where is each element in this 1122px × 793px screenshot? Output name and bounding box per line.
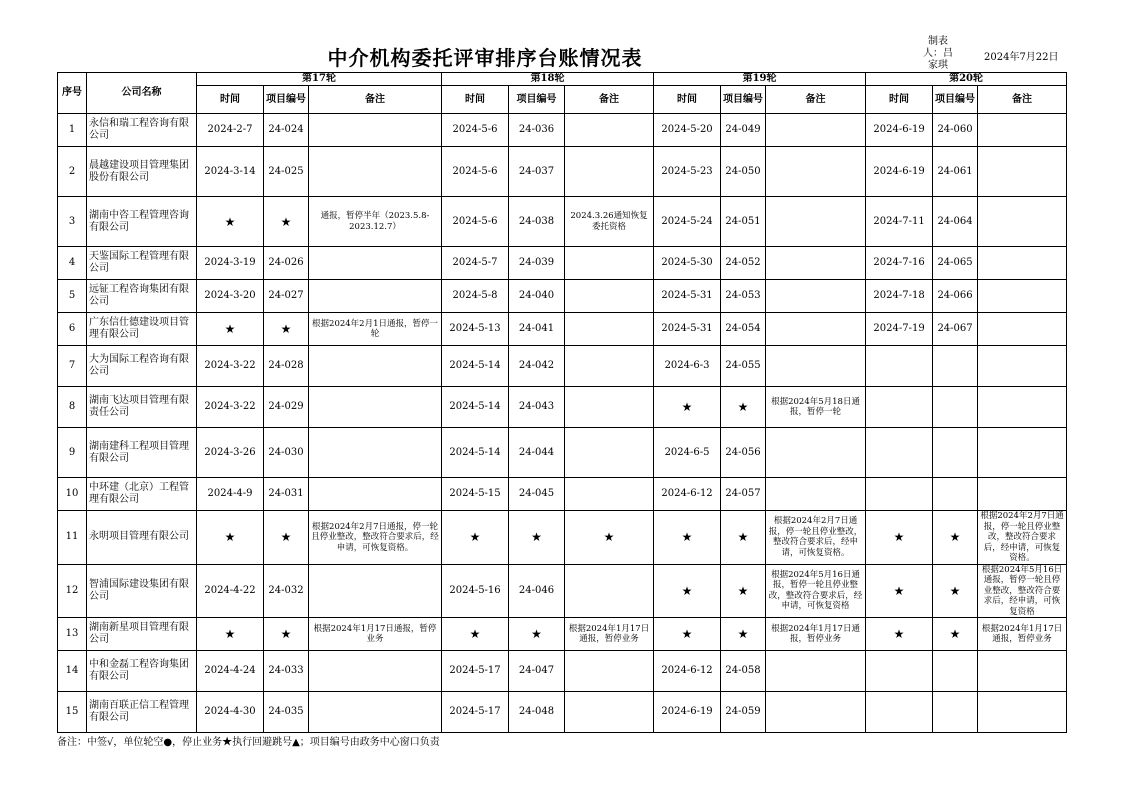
r19-project-no-cell: 24-052	[721, 247, 766, 280]
r20-remark-cell	[978, 478, 1067, 511]
r20-time-cell: 2024-6-19	[866, 147, 933, 197]
r18-project-no-cell: 24-042	[509, 346, 565, 387]
r19-remark-cell: 根据2024年5月16日通报，暂停一轮且停业整改，整改符合要求后，经申请，可恢复资格	[766, 564, 866, 618]
r18-remark-cell	[565, 564, 654, 618]
r19-time-cell: ★	[654, 511, 721, 565]
r18-project-no-cell: 24-038	[509, 197, 565, 247]
r18-project-no-cell: 24-039	[509, 247, 565, 280]
company-name-cell: 天鉴国际工程管理有限公司	[87, 247, 197, 280]
r18-remark-cell	[565, 313, 654, 346]
r18-project-no-cell: 24-046	[509, 564, 565, 618]
r20-remark-cell	[978, 147, 1067, 197]
row-seq-cell: 14	[58, 651, 87, 692]
r17-remark-cell	[309, 564, 442, 618]
r18-time-cell: 2024-5-14	[442, 387, 509, 428]
r20-project-no-cell	[933, 428, 978, 478]
r17-project-no-cell: ★	[264, 511, 309, 565]
r19-project-no-cell: ★	[721, 618, 766, 651]
company-name-cell: 永明项目管理有限公司	[87, 511, 197, 565]
r20-remark-cell	[978, 247, 1067, 280]
company-name-cell: 广东信仕德建设项目管理有限公司	[87, 313, 197, 346]
r18-project-no-cell: 24-043	[509, 387, 565, 428]
r20-remark-cell: 根据2024年2月7日通报，停一轮且停业整改，整改符合要求后，经申请，可恢复资格。	[978, 511, 1067, 565]
r19-time-cell: 2024-6-12	[654, 478, 721, 511]
r17-remark-cell	[309, 280, 442, 313]
r18-project-no-cell: 24-044	[509, 428, 565, 478]
r19-time-cell: ★	[654, 387, 721, 428]
row-seq-cell: 13	[58, 618, 87, 651]
r20-project-no-cell: ★	[933, 564, 978, 618]
r19-remark-cell	[766, 346, 866, 387]
r17-project-no-cell: 24-032	[264, 564, 309, 618]
r20-project-no-cell: ★	[933, 618, 978, 651]
r20-time-cell: ★	[866, 564, 933, 618]
r18-remark-cell	[565, 147, 654, 197]
r18-project-no-cell: 24-040	[509, 280, 565, 313]
r18-project-no-cell: ★	[509, 618, 565, 651]
ledger-body	[58, 114, 1067, 733]
r18-time-cell: ★	[442, 511, 509, 565]
table-row	[58, 651, 1067, 692]
table-row	[58, 692, 1067, 733]
r18-time-cell: 2024-5-6	[442, 114, 509, 147]
r19-remark-cell	[766, 478, 866, 511]
r20-time-cell: 2024-7-16	[866, 247, 933, 280]
r18-project-no-cell: 24-047	[509, 651, 565, 692]
r17-project-no-cell: 24-026	[264, 247, 309, 280]
company-name-cell: 湖南飞达项目管理有限责任公司	[87, 387, 197, 428]
r20-time-cell: 2024-7-11	[866, 197, 933, 247]
r17-time-cell: 2024-4-30	[197, 692, 264, 733]
row-seq-cell: 6	[58, 313, 87, 346]
r18-remark-cell	[565, 387, 654, 428]
r20-time-cell: 2024-7-18	[866, 280, 933, 313]
r20-time-cell: 2024-6-19	[866, 114, 933, 147]
r19-remark-cell	[766, 280, 866, 313]
round-17-header: 第17轮	[197, 73, 442, 86]
table-row	[58, 428, 1067, 478]
r19-time-cell: 2024-5-24	[654, 197, 721, 247]
r19-remark-cell	[766, 692, 866, 733]
r19-project-no-cell: 24-050	[721, 147, 766, 197]
row-seq-cell: 15	[58, 692, 87, 733]
r19-project-no-cell: 24-049	[721, 114, 766, 147]
company-name-cell: 晨越建设项目管理集团股份有限公司	[87, 147, 197, 197]
row-seq-cell: 5	[58, 280, 87, 313]
r18-time-cell: 2024-5-7	[442, 247, 509, 280]
r20-project-no-cell	[933, 387, 978, 428]
r20-time-cell	[866, 346, 933, 387]
r18-remark-cell	[565, 651, 654, 692]
r17-time-cell: 2024-4-9	[197, 478, 264, 511]
r17-remark-cell	[309, 114, 442, 147]
company-name-cell: 大为国际工程咨询有限公司	[87, 346, 197, 387]
r20-project-no-cell	[933, 478, 978, 511]
r19-remark-cell	[766, 114, 866, 147]
r19-time-cell: 2024-5-23	[654, 147, 721, 197]
company-name-cell: 中和金磊工程咨询集团有限公司	[87, 651, 197, 692]
remark-header: 备注	[565, 86, 654, 114]
r18-project-no-cell: ★	[509, 511, 565, 565]
company-name-cell: 湖南建科工程项目管理有限公司	[87, 428, 197, 478]
r20-project-no-cell	[933, 692, 978, 733]
r20-remark-cell	[978, 692, 1067, 733]
r17-project-no-cell: 24-028	[264, 346, 309, 387]
r17-project-no-cell: 24-029	[264, 387, 309, 428]
r20-remark-cell	[978, 387, 1067, 428]
project-no-header: 项目编号	[509, 86, 565, 114]
r18-time-cell: 2024-5-8	[442, 280, 509, 313]
r18-remark-cell: 根据2024年1月17日通报，暂停业务	[565, 618, 654, 651]
r18-time-cell: 2024-5-14	[442, 346, 509, 387]
r18-time-cell: 2024-5-16	[442, 564, 509, 618]
r18-time-cell: 2024-5-17	[442, 692, 509, 733]
r18-time-cell: 2024-5-13	[442, 313, 509, 346]
report-date: 2024年7月22日	[984, 52, 1059, 63]
r18-time-cell: 2024-5-15	[442, 478, 509, 511]
r18-remark-cell	[565, 692, 654, 733]
table-row	[58, 247, 1067, 280]
r20-remark-cell	[978, 280, 1067, 313]
round-18-header: 第18轮	[442, 73, 654, 86]
row-seq-cell: 4	[58, 247, 87, 280]
r19-time-cell: 2024-6-5	[654, 428, 721, 478]
project-no-header: 项目编号	[264, 86, 309, 114]
r19-time-cell: 2024-5-30	[654, 247, 721, 280]
company-header: 公司名称	[87, 73, 197, 114]
r18-time-cell: 2024-5-6	[442, 197, 509, 247]
seq-header: 序号	[58, 73, 87, 114]
r18-remark-cell: 2024.3.26通知恢复委托资格	[565, 197, 654, 247]
time-header: 时间	[442, 86, 509, 114]
r19-time-cell: ★	[654, 618, 721, 651]
r20-project-no-cell: 24-060	[933, 114, 978, 147]
r18-time-cell: 2024-5-6	[442, 147, 509, 197]
page-title: 中介机构委托评审排序台账情况表	[327, 46, 643, 70]
row-seq-cell: 9	[58, 428, 87, 478]
row-seq-cell: 1	[58, 114, 87, 147]
r17-remark-cell: 根据2024年1月17日通报，暂停业务	[309, 618, 442, 651]
table-row	[58, 147, 1067, 197]
r19-time-cell: 2024-5-31	[654, 280, 721, 313]
table-row	[58, 478, 1067, 511]
table-row	[58, 197, 1067, 247]
r19-remark-cell	[766, 651, 866, 692]
r17-time-cell: 2024-3-26	[197, 428, 264, 478]
r19-project-no-cell: 24-053	[721, 280, 766, 313]
r18-remark-cell	[565, 280, 654, 313]
r18-remark-cell: ★	[565, 511, 654, 565]
r17-remark-cell	[309, 478, 442, 511]
remark-header: 备注	[978, 86, 1067, 114]
r19-project-no-cell: 24-054	[721, 313, 766, 346]
table-row	[58, 313, 1067, 346]
remark-header: 备注	[309, 86, 442, 114]
r20-remark-cell: 根据2024年5月16日通报，暂停一轮且停业整改，整改符合要求后，经申请，可恢复资格	[978, 564, 1067, 618]
table-row	[58, 346, 1067, 387]
r19-project-no-cell: ★	[721, 387, 766, 428]
row-seq-cell: 8	[58, 387, 87, 428]
r17-remark-cell	[309, 147, 442, 197]
r17-time-cell: ★	[197, 511, 264, 565]
table-row	[58, 280, 1067, 313]
r18-time-cell: 2024-5-17	[442, 651, 509, 692]
r20-time-cell	[866, 478, 933, 511]
r17-time-cell: 2024-3-19	[197, 247, 264, 280]
r17-time-cell: ★	[197, 313, 264, 346]
r17-project-no-cell: 24-027	[264, 280, 309, 313]
r19-project-no-cell: 24-056	[721, 428, 766, 478]
r17-time-cell: ★	[197, 197, 264, 247]
r17-project-no-cell: ★	[264, 197, 309, 247]
r18-project-no-cell: 24-041	[509, 313, 565, 346]
r20-project-no-cell: 24-066	[933, 280, 978, 313]
r19-project-no-cell: 24-058	[721, 651, 766, 692]
r20-time-cell	[866, 387, 933, 428]
project-no-header: 项目编号	[933, 86, 978, 114]
r20-time-cell	[866, 428, 933, 478]
r19-project-no-cell: 24-051	[721, 197, 766, 247]
time-header: 时间	[654, 86, 721, 114]
row-seq-cell: 12	[58, 564, 87, 618]
r19-remark-cell	[766, 247, 866, 280]
r17-remark-cell	[309, 651, 442, 692]
r17-time-cell: 2024-3-22	[197, 346, 264, 387]
r20-project-no-cell: 24-064	[933, 197, 978, 247]
r17-time-cell: 2024-4-24	[197, 651, 264, 692]
r20-project-no-cell	[933, 651, 978, 692]
r20-project-no-cell: 24-065	[933, 247, 978, 280]
r17-remark-cell	[309, 387, 442, 428]
row-seq-cell: 7	[58, 346, 87, 387]
company-name-cell: 湖南中咨工程管理咨询有限公司	[87, 197, 197, 247]
r19-remark-cell: 根据2024年2月7日通报，停一轮且停业整改，整改符合要求后，经申请，可恢复资格。	[766, 511, 866, 565]
r19-time-cell: 2024-5-20	[654, 114, 721, 147]
r20-remark-cell: 根据2024年1月17日通报，暂停业务	[978, 618, 1067, 651]
r20-project-no-cell: 24-067	[933, 313, 978, 346]
r19-time-cell: 2024-6-12	[654, 651, 721, 692]
r18-project-no-cell: 24-048	[509, 692, 565, 733]
r17-remark-cell	[309, 346, 442, 387]
r17-time-cell: ★	[197, 618, 264, 651]
r17-project-no-cell: 24-030	[264, 428, 309, 478]
r18-remark-cell	[565, 114, 654, 147]
company-name-cell: 远钲工程咨询集团有限公司	[87, 280, 197, 313]
r19-time-cell: ★	[654, 564, 721, 618]
time-header: 时间	[197, 86, 264, 114]
r20-time-cell	[866, 692, 933, 733]
r19-remark-cell	[766, 147, 866, 197]
r17-remark-cell: 根据2024年2月7日通报，停一轮且停业整改，整改符合要求后，经申请，可恢复资格。	[309, 511, 442, 565]
r17-project-no-cell: 24-035	[264, 692, 309, 733]
r20-project-no-cell	[933, 346, 978, 387]
r18-project-no-cell: 24-045	[509, 478, 565, 511]
r18-remark-cell	[565, 478, 654, 511]
r18-time-cell: 2024-5-14	[442, 428, 509, 478]
r18-remark-cell	[565, 428, 654, 478]
r17-project-no-cell: 24-031	[264, 478, 309, 511]
r17-time-cell: 2024-3-14	[197, 147, 264, 197]
company-name-cell: 智浦国际建设集团有限公司	[87, 564, 197, 618]
round-20-header: 第20轮	[866, 73, 1067, 86]
remark-header: 备注	[766, 86, 866, 114]
r17-time-cell: 2024-2-7	[197, 114, 264, 147]
r18-time-cell: ★	[442, 618, 509, 651]
r17-time-cell: 2024-4-22	[197, 564, 264, 618]
r20-time-cell	[866, 651, 933, 692]
company-name-cell: 中环建（北京）工程管理有限公司	[87, 478, 197, 511]
r17-remark-cell: 根据2024年2月1日通报，暂停一轮	[309, 313, 442, 346]
r19-project-no-cell: ★	[721, 564, 766, 618]
r18-remark-cell	[565, 346, 654, 387]
r17-time-cell: 2024-3-20	[197, 280, 264, 313]
r18-remark-cell	[565, 247, 654, 280]
r19-remark-cell	[766, 428, 866, 478]
footnote: 备注：中签√，单位轮空●，停止业务★执行回避跳号▲；项目编号由政务中心窗口负责	[57, 737, 440, 748]
r19-time-cell: 2024-6-19	[654, 692, 721, 733]
r19-remark-cell	[766, 197, 866, 247]
row-seq-cell: 11	[58, 511, 87, 565]
table-row	[58, 511, 1067, 565]
r17-remark-cell: 通报，暂停半年（2023.5.8-2023.12.7）	[309, 197, 442, 247]
r19-time-cell: 2024-6-3	[654, 346, 721, 387]
r20-project-no-cell: 24-061	[933, 147, 978, 197]
r19-time-cell: 2024-5-31	[654, 313, 721, 346]
time-header: 时间	[866, 86, 933, 114]
r17-project-no-cell: ★	[264, 313, 309, 346]
row-seq-cell: 10	[58, 478, 87, 511]
r20-remark-cell	[978, 197, 1067, 247]
r20-time-cell: ★	[866, 511, 933, 565]
table-row	[58, 387, 1067, 428]
r17-remark-cell	[309, 428, 442, 478]
r18-project-no-cell: 24-037	[509, 147, 565, 197]
r20-time-cell: 2024-7-19	[866, 313, 933, 346]
r17-project-no-cell: 24-024	[264, 114, 309, 147]
r20-project-no-cell: ★	[933, 511, 978, 565]
r20-remark-cell	[978, 313, 1067, 346]
r20-remark-cell	[978, 114, 1067, 147]
r19-remark-cell: 根据2024年1月17日通报，暂停业务	[766, 618, 866, 651]
table-row	[58, 114, 1067, 147]
r20-remark-cell	[978, 346, 1067, 387]
company-name-cell: 湖南新星项目管理有限公司	[87, 618, 197, 651]
r19-project-no-cell: ★	[721, 511, 766, 565]
r18-project-no-cell: 24-036	[509, 114, 565, 147]
r17-time-cell: 2024-3-22	[197, 387, 264, 428]
project-no-header: 项目编号	[721, 86, 766, 114]
r17-project-no-cell: ★	[264, 618, 309, 651]
row-seq-cell: 2	[58, 147, 87, 197]
r19-project-no-cell: 24-057	[721, 478, 766, 511]
r20-remark-cell	[978, 428, 1067, 478]
r17-project-no-cell: 24-033	[264, 651, 309, 692]
r19-remark-cell: 根据2024年5月18日通报，暂停一轮	[766, 387, 866, 428]
r19-project-no-cell: 24-059	[721, 692, 766, 733]
r20-time-cell: ★	[866, 618, 933, 651]
r19-project-no-cell: 24-055	[721, 346, 766, 387]
row-seq-cell: 3	[58, 197, 87, 247]
r17-remark-cell	[309, 247, 442, 280]
r20-remark-cell	[978, 651, 1067, 692]
r17-remark-cell	[309, 692, 442, 733]
round-19-header: 第19轮	[654, 73, 866, 86]
company-name-cell: 永信和瑞工程咨询有限公司	[87, 114, 197, 147]
maker-label: 制表人：吕家琪	[923, 36, 953, 71]
table-row	[58, 564, 1067, 618]
company-name-cell: 湖南百联正信工程管理有限公司	[87, 692, 197, 733]
r19-remark-cell	[766, 313, 866, 346]
ledger-table	[57, 72, 1067, 733]
r17-project-no-cell: 24-025	[264, 147, 309, 197]
table-row	[58, 618, 1067, 651]
